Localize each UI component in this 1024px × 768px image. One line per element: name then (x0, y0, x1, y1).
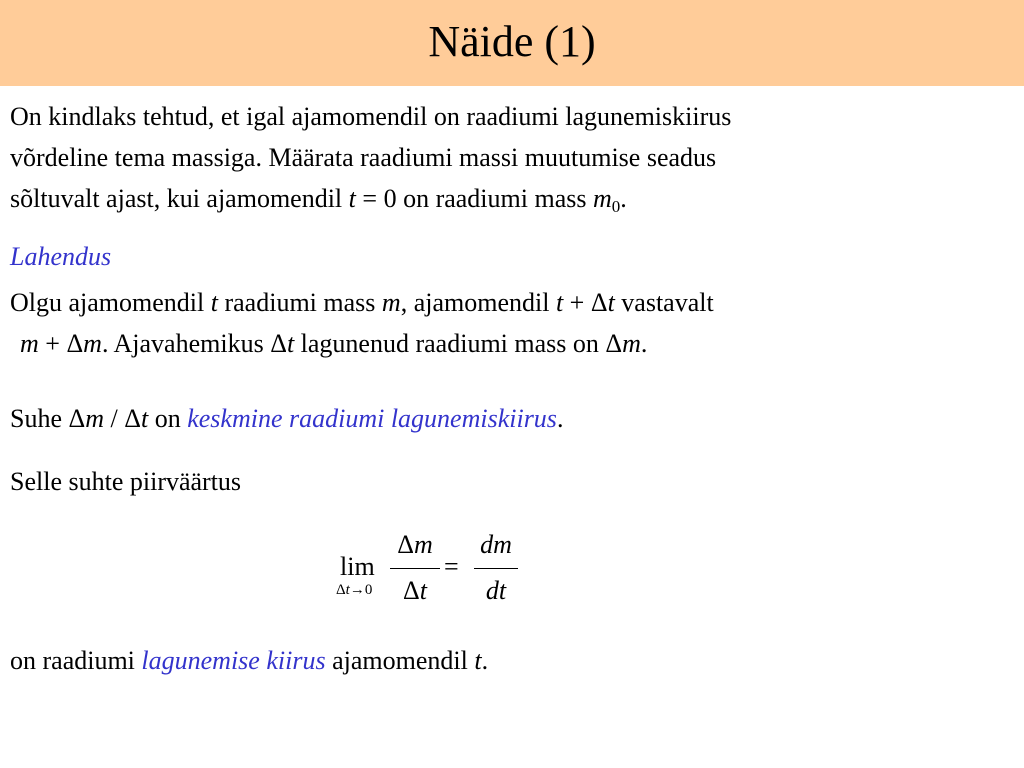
lim-operator: lim (340, 552, 375, 581)
limit-intro: Selle suhte piirväärtus (10, 467, 242, 496)
problem-line-2: võrdeline tema massiga. Määrata raadiumi massi muutumise seadus (10, 143, 717, 172)
fraction-denominator: Δt (403, 576, 427, 605)
conclusion-line: on raadiumi lagunemise kiirus ajamomendil t. (10, 646, 489, 675)
equals-sign: = (444, 552, 459, 581)
solution-text (10, 282, 714, 364)
lim-subscript: Δt→0 (336, 582, 373, 598)
fraction-numerator: Δm (397, 530, 433, 559)
fraction-bar (390, 568, 440, 569)
problem-line-3: sõltuvalt ajast, kui ajamomendil t = 0 on raadiumi mass $m_0$. (10, 184, 627, 216)
decay-rate-term: lagunemise kiirus (141, 646, 326, 675)
solution-line-1: Olgu ajamomendil t raadiumi mass m, ajamomendil t + Δt vastavalt (10, 288, 714, 317)
average-rate-term: keskmine raadiumi lagunemiskiirus (187, 404, 557, 433)
derivative-numerator: dm (480, 530, 512, 559)
slide-title: Näide (1) (428, 17, 596, 66)
limit-formula (336, 530, 536, 620)
problem-line-1: On kindlaks tehtud, et igal ajamomendil on raadiumi lagunemiskiirus (10, 102, 732, 131)
derivative-denominator: dt (485, 576, 507, 605)
solution-line-2: m + Δm. Ajavahemikus Δt lagunenud raadiumi mass on Δm. (20, 329, 648, 358)
derivative-bar (474, 568, 518, 569)
solution-heading: Lahendus (10, 242, 112, 271)
problem-statement (10, 96, 731, 219)
ratio-line: Suhe Δm / Δt on keskmine raadiumi lagunemiskiirus. (10, 404, 564, 433)
